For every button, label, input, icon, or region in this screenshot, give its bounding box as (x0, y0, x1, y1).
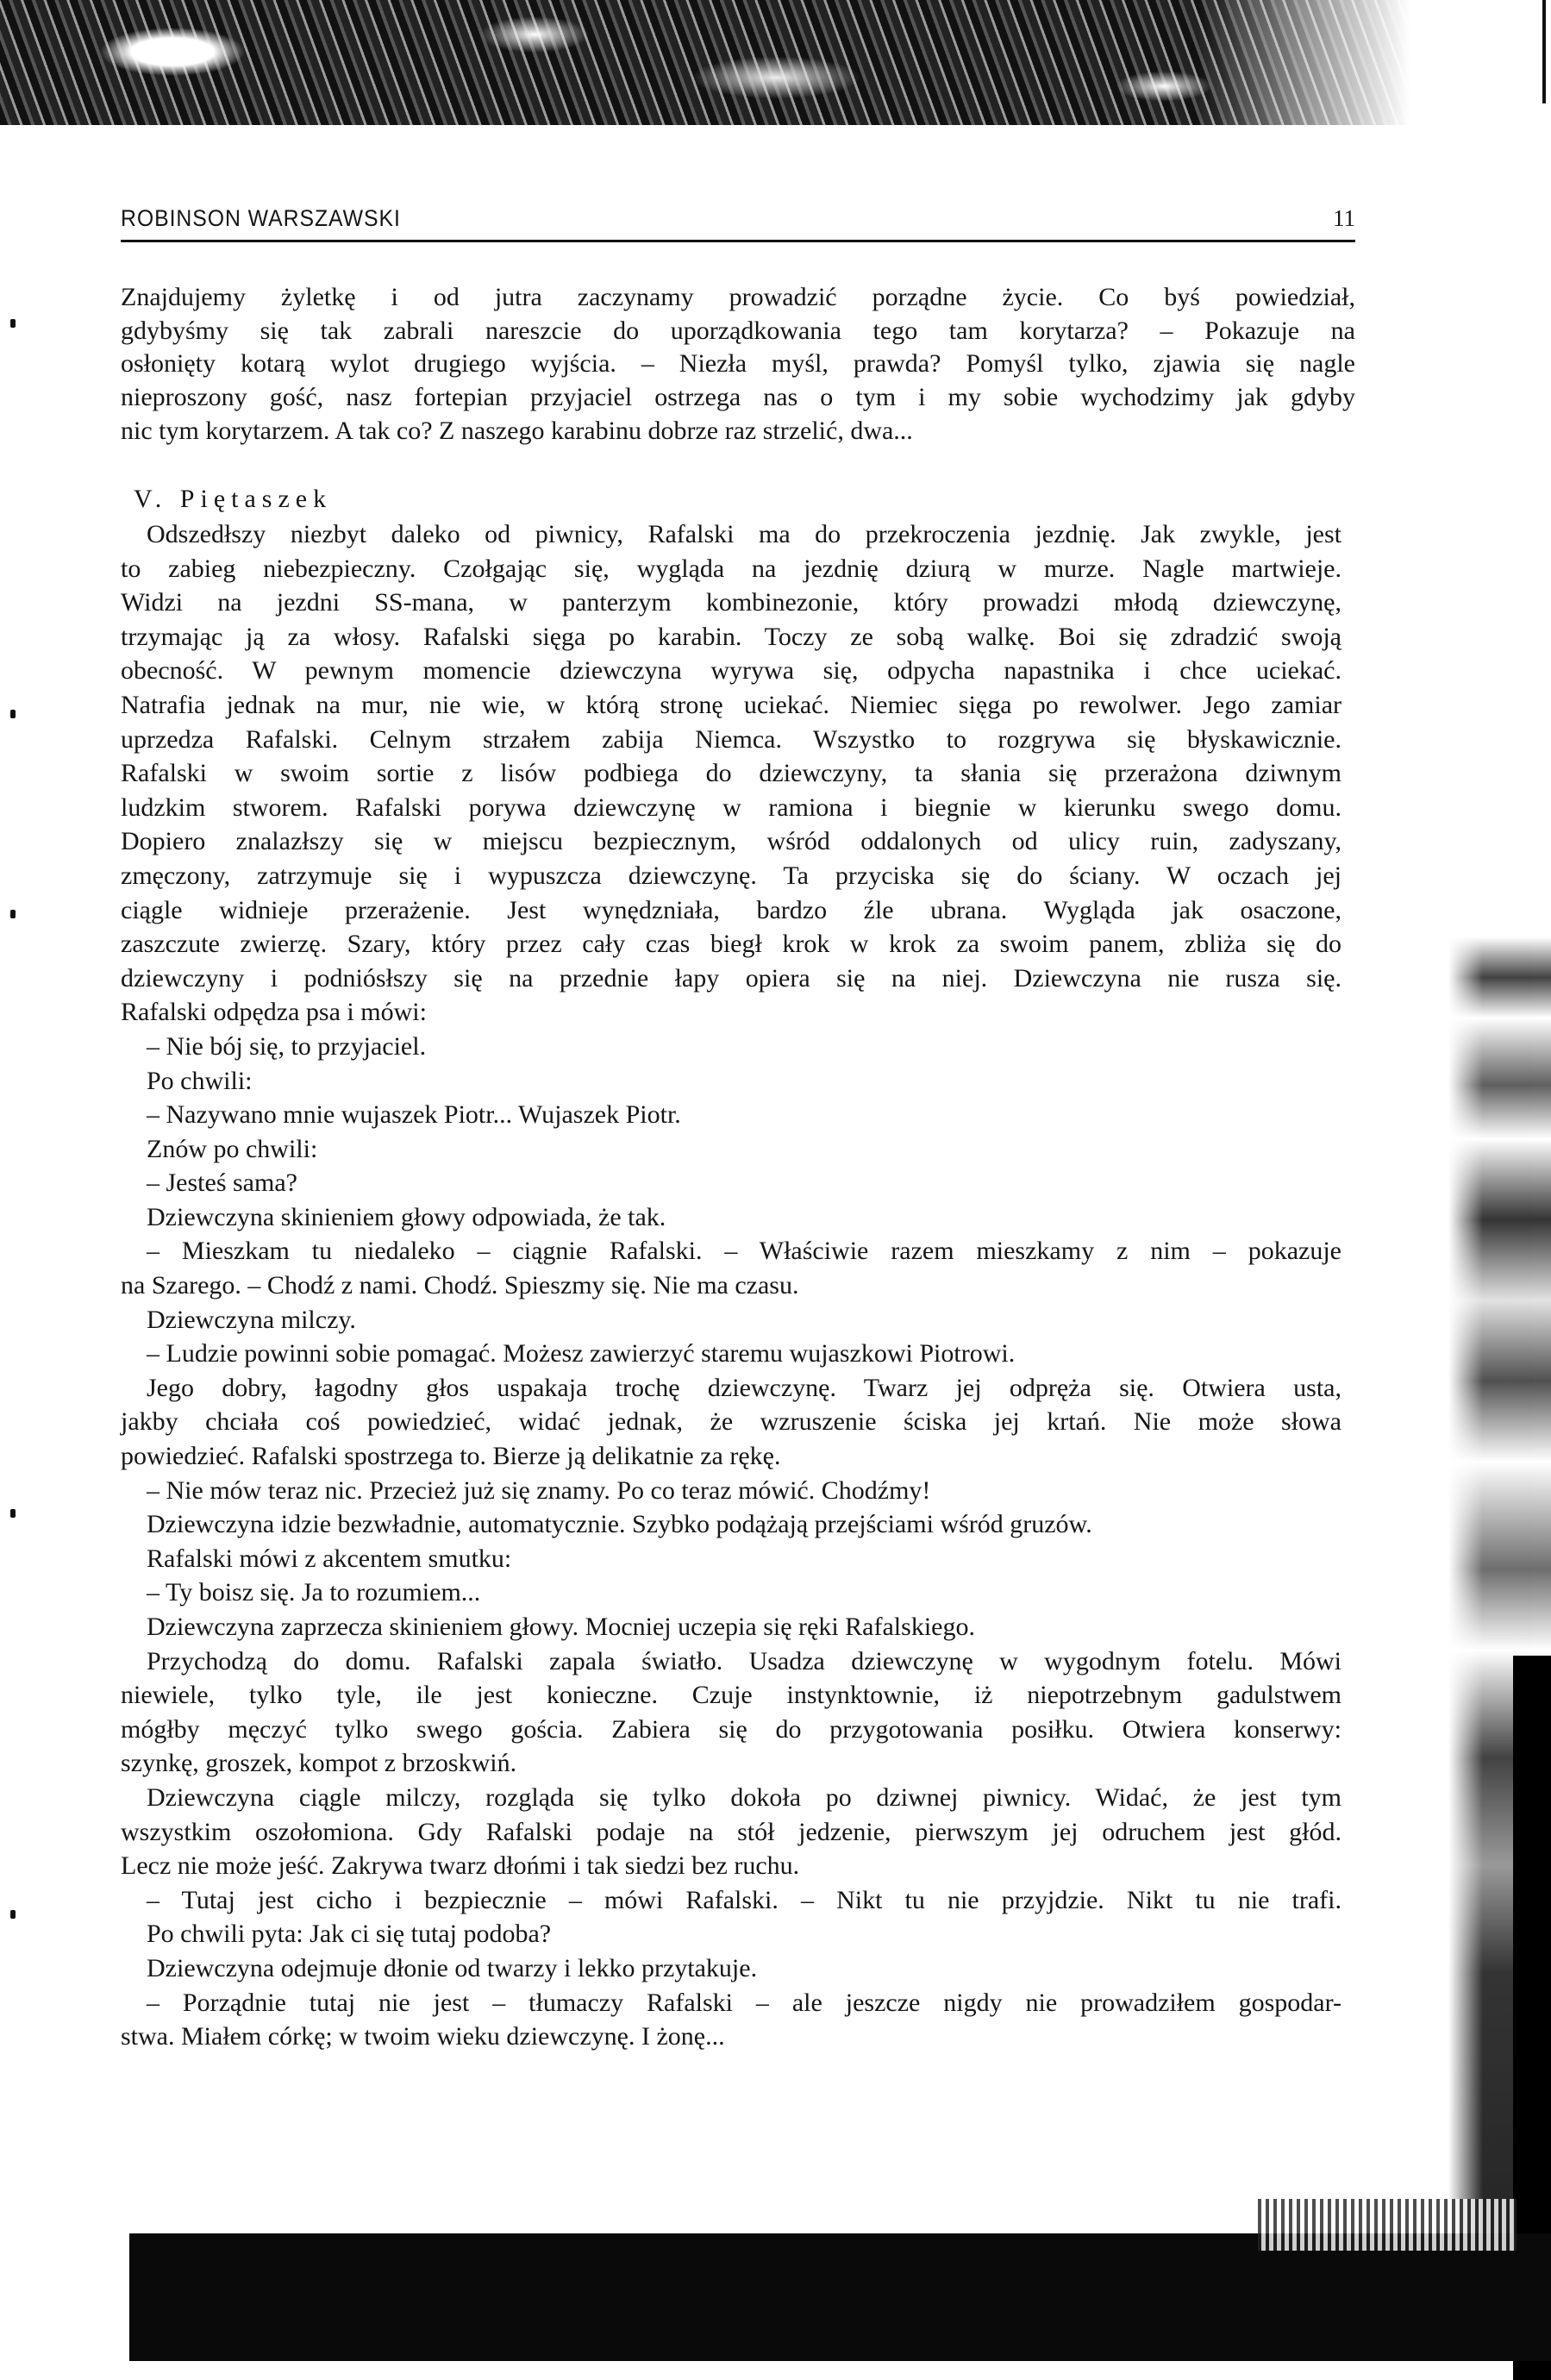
page-number: 11 (1333, 205, 1355, 231)
text-line: – Jesteś sama? (147, 1168, 297, 1198)
text-line: Dziewczyna odejmuje dłonie od twarzy i lekko przytakuje. (147, 1953, 758, 1982)
text-line: Natrafia jednak na mur, nie wie, w którą stronę uciekać. Niemiec sięga po rewolwer. Jego zamiar (121, 690, 1341, 719)
text-line: zaszczute zwierzę. Szary, który przez cały czas biegł krok w krok za swoim panem, zbliża się do (121, 930, 1341, 959)
text-line: gdybyśmy się tak zabrali nareszcie do uporządkowania tego tam korytarza? – Pokazuje na (121, 316, 1355, 345)
text-line: Odszedłszy niezbyt daleko od piwnicy, Rafalski ma do przekroczenia jezdnię. Jak zwykle, jest (147, 520, 1341, 548)
text-line: Dziewczyna skinieniem głowy odpowiada, że tak. (147, 1202, 666, 1231)
text-line: szynkę, groszek, kompot z brzoskwiń. (121, 1749, 517, 1778)
text-line: to zabieg niebezpieczny. Czołgając się, wygląda na jezdnię dziurą w murze. Nagle martwieje. (121, 554, 1341, 583)
text-line: – Nazywano mnie wujaszek Piotr... Wujaszek Piotr. (147, 1100, 681, 1130)
margin-mark (10, 1509, 16, 1518)
text-line: – Nie mów teraz nic. Przecież już się znamy. Po co teraz mówić. Chodźmy! (147, 1475, 931, 1505)
text-line: – Porządnie tutaj nie jest – tłumaczy Rafalski – ale jeszcze nigdy nie prowadziłem gospodar- (147, 1988, 1341, 2017)
text-line: Dopiero znalazłszy się w miejscu bezpiecznym, wśród oddalonych od ulicy ruin, zadyszany, (121, 827, 1341, 856)
text-line: – Nie bój się, to przyjaciel. (147, 1031, 427, 1061)
text-line: uprzedza Rafalski. Celnym strzałem zabija Niemca. Wszystko to rozgrywa się błyskawicznie. (121, 724, 1341, 754)
running-title: ROBINSON WARSZAWSKI (121, 205, 401, 231)
text-line: niewiele, tylko tyle, ile jest konieczne. Czuje instynktownie, iż niepotrzebnym gadulstwem (121, 1681, 1341, 1710)
text-line: Przychodzą do domu. Rafalski zapala światło. Usadza dziewczynę w wygodnym fotelu. Mówi (147, 1646, 1341, 1675)
text-line: – Mieszkam tu niedaleko – ciągnie Rafalski. – Właściwie razem mieszkamy z nim – pokazuje (147, 1237, 1341, 1266)
text-line: Rafalski mówi z akcentem smutku: (147, 1544, 512, 1573)
text-line: Jego dobry, łagodny głos uspakaja trochę dziewczynę. Twarz jej odpręża się. Otwiera usta, (147, 1373, 1341, 1402)
paragraph-block-2 (121, 517, 1341, 2054)
text-line: Dziewczyna zaprzecza skinieniem głowy. Mocniej uczepia się ręki Rafalskiego. (147, 1613, 975, 1641)
scan-edge (1542, 0, 1546, 103)
text-line: Po chwili pyta: Jak ci się tutaj podoba? (147, 1920, 552, 1949)
text-line: Znów po chwili: (147, 1134, 318, 1163)
text-line: zmęczony, zatrzymuje się i wypuszcza dziewczynę. Ta przyciska się do ściany. W oczach jej (121, 861, 1341, 890)
text-line: trzymając ją za włosy. Rafalski sięga po karabin. Toczy ze sobą walkę. Boi się zdradzić swoją (121, 622, 1341, 651)
text-line: – Ludzie powinni sobie pomagać. Możesz zawierzyć staremu wujaszkowi Piotrowi. (147, 1339, 1016, 1368)
text-line: Rafalski w swoim sortie z lisów podbiega do dziewczyny, ta słania się przerażona dziwnym (121, 759, 1341, 788)
text-line: obecność. W pewnym momencie dziewczyna wyrywa się, odpycha napastnika i chce uciekać. (121, 656, 1341, 686)
margin-mark (10, 710, 16, 718)
text-line: mógłby męczyć tylko swego gościa. Zabiera się do przygotowania posiłku. Otwiera konserwy: (121, 1714, 1341, 1744)
text-line: Rafalski odpędza psa i mówi: (121, 998, 427, 1027)
text-line: dziewczyny i podniósłszy się na przednie łapy opiera się na niej. Dziewczyna nie rusza się. (121, 963, 1341, 993)
text-line: nieproszony gość, nasz fortepian przyjaciel ostrzega nas o tym i my sobie wychodzimy jak gdyby (121, 383, 1355, 412)
scan-bottom-band (129, 2233, 1551, 2361)
text-line: stwa. Miałem córkę; w twoim wieku dziewczynę. I żonę... (121, 2022, 725, 2051)
text-line: – Tutaj jest cicho i bezpiecznie – mówi Rafalski. – Nikt tu nie przyjdzie. Nikt tu nie trafi. (147, 1885, 1341, 1914)
text-line: Lecz nie może jeść. Zakrywa twarz dłońmi i tak siedzi bez ruchu. (121, 1851, 800, 1881)
text-line: Widzi na jezdni SS-mana, w panterzym kombinezonie, który prowadzi młodą dziewczynę, (121, 588, 1341, 617)
paragraph-block-1 (121, 281, 1355, 448)
text-line: ludzkim stworem. Rafalski porywa dziewczynę w ramiona i biegnie w kierunku swego domu. (121, 792, 1341, 822)
margin-mark (10, 319, 16, 328)
margin-mark (10, 910, 16, 918)
text-line: powiedzieć. Rafalski spostrzega to. Bierze ją delikatnie za rękę. (121, 1442, 781, 1471)
text-line: Dziewczyna milczy. (147, 1305, 356, 1334)
text-line: jakby chciała coś powiedzieć, widać jednak, że wzruszenie ściska jej krtań. Nie może słowa (121, 1407, 1341, 1437)
text-line: – Ty boisz się. Ja to rozumiem... (147, 1578, 481, 1607)
margin-mark (10, 1910, 16, 1919)
text-line: ciągle widnieje przerażenie. Jest wynędzniała, bardzo źle ubrana. Wygląda jak osaczone, (121, 895, 1341, 924)
section-heading: V. Piętaszek (134, 485, 333, 513)
scan-top-image-band (0, 0, 1551, 125)
text-line: nic tym korytarzem. A tak co? Z naszego karabinu dobrze raz strzelić, dwa... (121, 416, 913, 445)
text-line: Dziewczyna ciągle milczy, rozgląda się tylko dokoła po dziwnej piwnicy. Widać, że jest tym (147, 1782, 1341, 1812)
text-line: Dziewczyna idzie bezwładnie, automatycznie. Szybko podążają przejściami wśród gruzów. (147, 1510, 1092, 1539)
text-line: na Szarego. – Chodź z nami. Chodź. Spieszmy się. Nie ma czasu. (121, 1271, 799, 1300)
text-line: osłonięty kotarą wylot drugiego wyjścia. – Niezła myśl, prawda? Pomyśl tylko, zjawia się nagle (121, 349, 1355, 379)
text-line: Po chwili: (147, 1066, 253, 1095)
running-header (121, 205, 1355, 242)
text-line: Znajdujemy żyletkę i od jutra zaczynamy prowadzić porządne życie. Co byś powiedział, (121, 283, 1355, 311)
text-line: wszystkim oszołomiona. Gdy Rafalski podaje na stół jedzenie, pierwszym jej odruchem jest głód. (121, 1817, 1341, 1846)
